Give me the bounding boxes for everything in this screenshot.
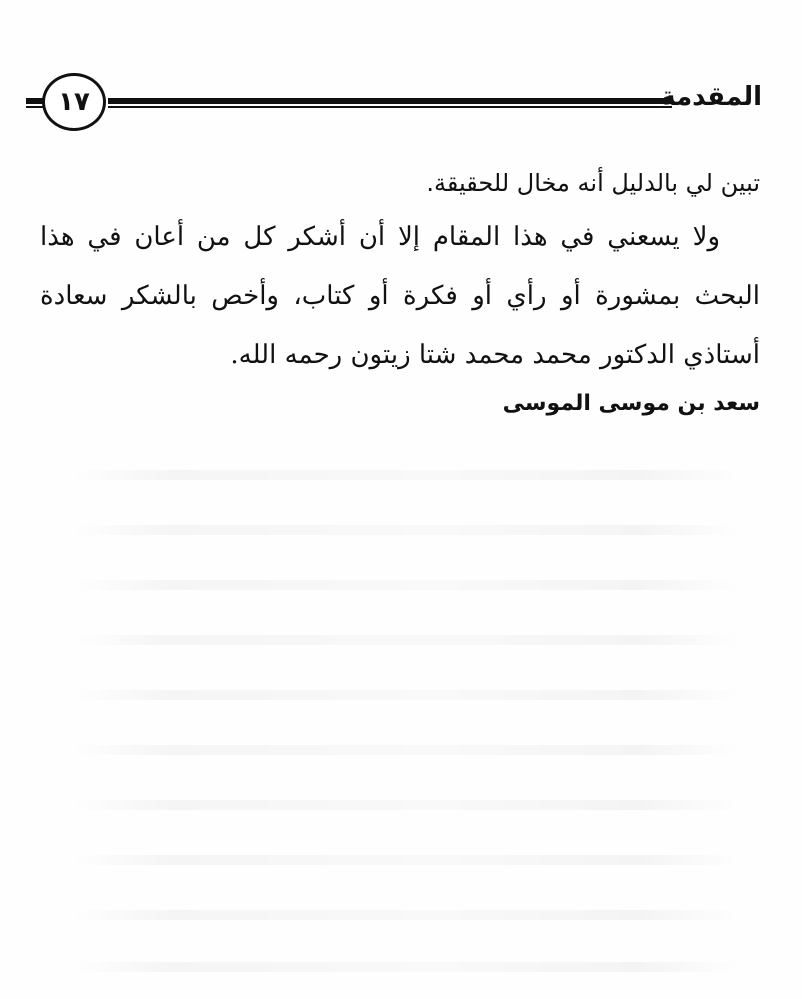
page-number: ١٧ [58, 87, 90, 117]
show-through-line [70, 855, 740, 865]
show-through-line [70, 690, 740, 700]
author-signature: سعد بن موسى الموسى [502, 391, 760, 416]
running-header [0, 70, 802, 140]
chapter-title: المقدمة [660, 82, 762, 112]
show-through-line [70, 580, 740, 590]
page-number-frame [42, 73, 106, 131]
show-through-line [70, 525, 740, 535]
show-through-line [70, 745, 740, 755]
show-through-line [70, 635, 740, 645]
body-line-2: ولا يسعني في هذا المقام إلا أن أشكر كل من أعان في هذا [40, 222, 720, 252]
header-rule [108, 98, 672, 108]
show-through-line [70, 800, 740, 810]
body-line-4: أستاذي الدكتور محمد محمد شتا زيتون رحمه الله. [230, 340, 760, 370]
show-through-line [70, 962, 740, 972]
show-through-line [70, 470, 740, 480]
body-line-3: البحث بمشورة أو رأي أو فكرة أو كتاب، وأخص بالشكر سعادة [40, 281, 760, 311]
show-through-line [70, 910, 740, 920]
body-line-1: تبين لي بالدليل أنه مخال للحقيقة. [426, 169, 760, 197]
body-text [40, 158, 760, 385]
